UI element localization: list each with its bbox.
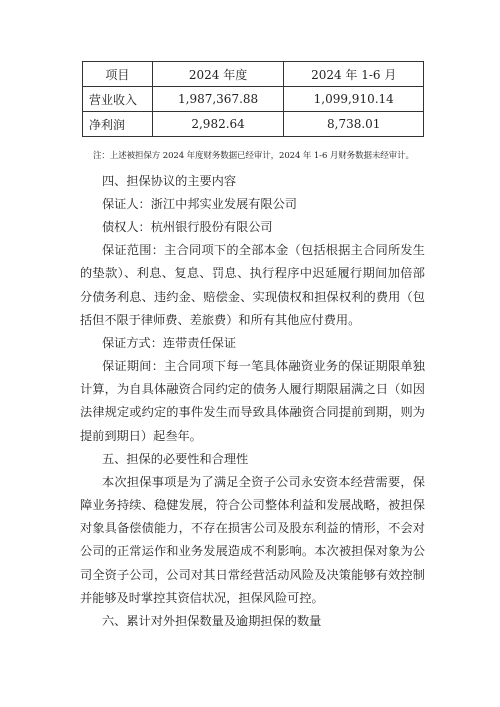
table-row-label: 净利润: [83, 112, 153, 137]
section-heading: 五、担保的必要性和合理性: [102, 452, 249, 466]
table-cell: 2,982.64: [152, 112, 284, 137]
section-heading: 六、累计对外担保数量及逾期担保的数量: [102, 614, 322, 628]
paragraph-line: 并能够及时掌控其资信状况，担保风险可控。: [80, 591, 324, 605]
paragraph-line: 障业务持续、稳健发展，符合公司整体利益和发展战略，被担保: [80, 498, 425, 512]
table-row: [83, 87, 424, 112]
table-note: 注：上述被担保方 2024 年度财务数据已经审计，2024 年 1-6 月财务数据未经审计。: [93, 151, 414, 161]
guarantor-line: 保证人：浙江中邦实业发展有限公司: [102, 197, 297, 211]
paragraph-line: 公司的正常运作和业务发展造成不利影响。本次被担保对象为公: [80, 544, 425, 558]
table-cell: 1,987,367.88: [152, 87, 284, 112]
paragraph-line: 本次担保事项是为了满足全资子公司永安资本经营需要，保: [102, 475, 425, 489]
paragraph-line: 的垫款）、利息、复息、罚息、执行程序中迟延履行期间加倍部: [80, 266, 425, 280]
paragraph-line: 司全资子公司，公司对其日常经营活动风险及决策能够有效控制: [80, 568, 425, 582]
table-cell: 1,099,910.14: [284, 87, 424, 112]
financial-table: [82, 61, 424, 137]
paragraph-line: 保证期间：主合同项下每一笔具体融资业务的保证期限单独: [102, 359, 425, 373]
paragraph-line: 法律规定或约定的事件发生而导致具体融资合同提前到期，则为: [80, 405, 425, 419]
table-header-cell: 项目: [83, 62, 153, 87]
paragraph-line: 分债务利息、违约金、赔偿金、实现债权和担保权利的费用（包: [80, 290, 425, 304]
paragraph-line: 提前到期日）起叁年。: [80, 429, 202, 443]
paragraph-line: 保证范围：主合同项下的全部本金（包括根据主合同所发生: [102, 243, 425, 257]
paragraph-line: 计算，为自具体融资合同约定的债务人履行期限届满之日（如因: [80, 382, 425, 396]
table-header-row: [83, 62, 424, 87]
table-row: [83, 112, 424, 137]
section-heading: 四、担保协议的主要内容: [102, 174, 237, 188]
table-header-cell: 2024 年 1-6 月: [284, 62, 424, 87]
table-cell: 8,738.01: [284, 112, 424, 137]
paragraph-line: 括但不限于律师费、差旅费）和所有其他应付费用。: [80, 313, 361, 327]
table-row-label: 营业收入: [83, 87, 153, 112]
paragraph-line: 对象具备偿债能力，不存在损害公司及股东利益的情形，不会对: [80, 521, 425, 535]
creditor-line: 债权人：杭州银行股份有限公司: [102, 220, 273, 234]
method-line: 保证方式：连带责任保证: [102, 336, 237, 350]
table-header-cell: 2024 年度: [152, 62, 284, 87]
